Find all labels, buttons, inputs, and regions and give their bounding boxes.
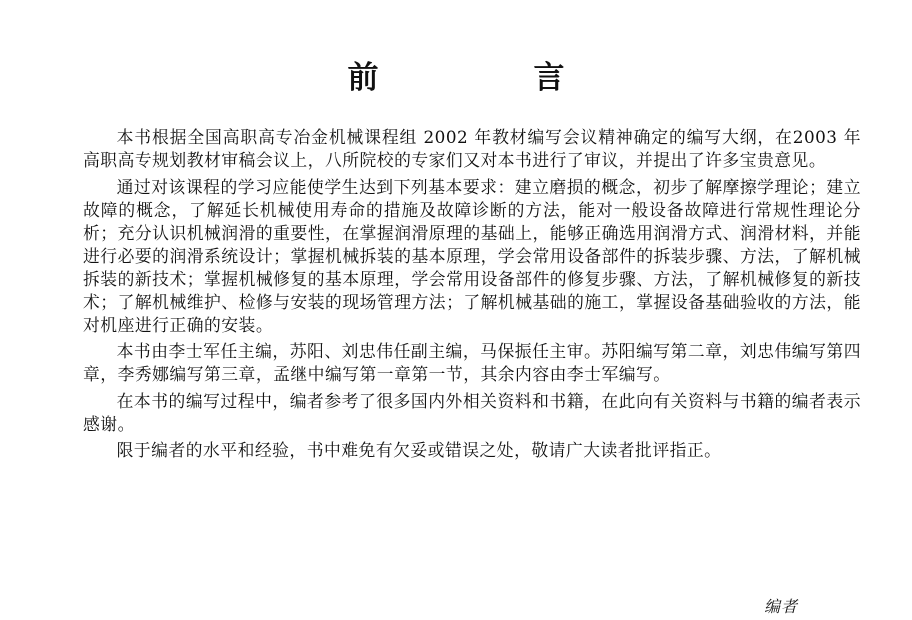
paragraph-authors: 本书由李士军任主编，苏阳、刘忠伟任副主编，马保振任主审。苏阳编写第二章，刘忠伟编写第四章，李秀娜编写第三章，孟继中编写第一章第一节，其余内容由李士军编写。 xyxy=(83,341,861,384)
paragraph-disclaimer: 限于编者的水平和经验，书中难免有欠妥或错误之处，敬请广大读者批评指正。 xyxy=(116,440,722,460)
page-title: 前 言 xyxy=(347,60,627,96)
paragraph-requirements: 通过对该课程的学习应能使学生达到下列基本要求：建立磨损的概念，初步了解摩擦学理论；建立故障的概念，了解延长机械使用寿命的措施及故障诊断的方法，能对一般设备故障进行常规性理论分析；充分认识机械润滑的重要性，在掌握润滑原理的基础上，能够正确选用润滑方式、润滑材料，并能进行必要的润滑系统设计；掌握机械拆装的基本原理，学会常用设备部件的拆装步骤、方法，了解机械拆装的新技术；掌握机械修复的基本原理，学会常用设备部件的修复步骤、方法，了解机械修复的新技术；了解机械维护、检修与安装的现场管理方法；了解机械基础的施工，掌握设备基础验收的方法，能对机座进行正确的安装。 xyxy=(83,176,861,335)
paragraph-acknowledgement: 在本书的编写过程中，编者参考了很多国内外相关资料和书籍，在此向有关资料与书籍的编者表示感谢。 xyxy=(83,390,861,434)
preface-body xyxy=(83,126,861,466)
paragraph-intro: 本书根据全国高职高专冶金机械课程组 2002 年教材编写会议精神确定的编写大纲，在2003 年高职高专规划教材审稿会议上，八所院校的专家们又对本书进行了审议，并提出了许多宝贵意见。 xyxy=(83,127,861,170)
signature: 编者 xyxy=(764,597,799,616)
